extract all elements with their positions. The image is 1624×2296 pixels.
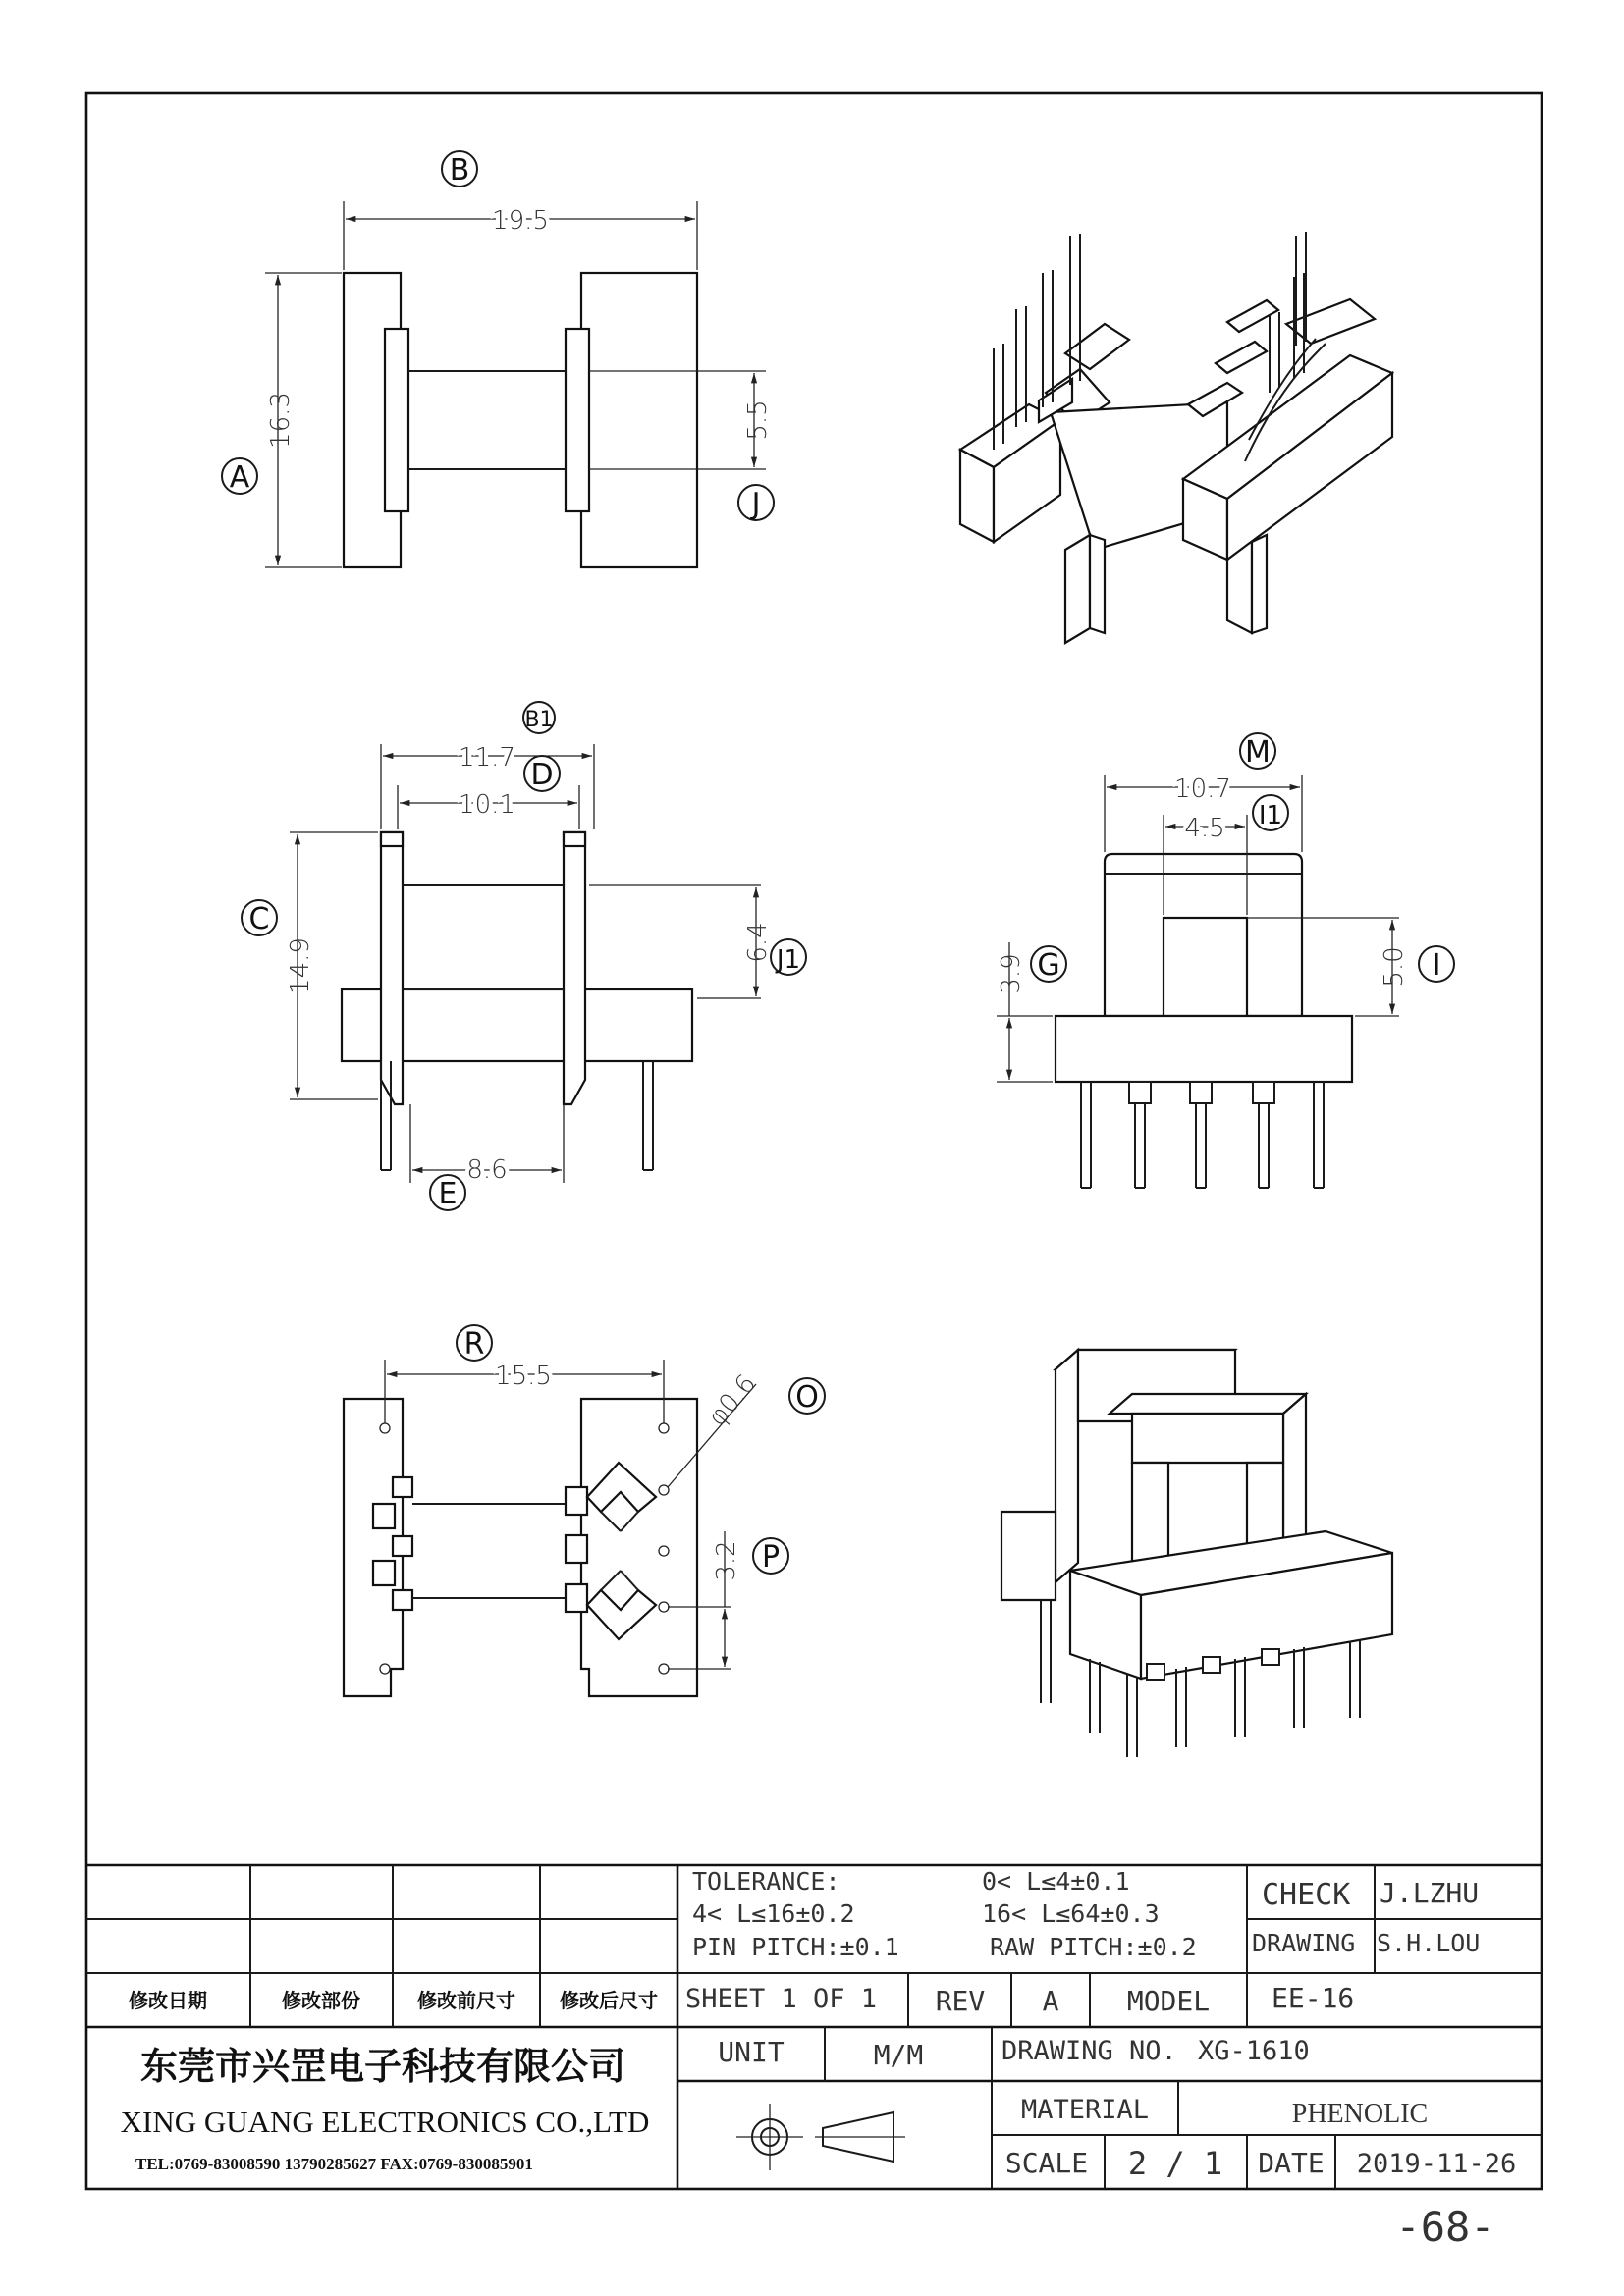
label-g: G [1037,948,1060,983]
dim-i: 5.0 [1380,946,1409,988]
tolerance-line-3: 16< L≤64±0.3 [982,1899,1160,1928]
unit-label: UNIT [718,2036,785,2068]
isometric-view-bottom [1001,1350,1392,1757]
drawing-no-value: XG-1610 [1198,2036,1310,2066]
dim-b: 19.5 [492,206,549,236]
projection-symbol [736,2104,905,2170]
title-block [86,1865,1542,2189]
rev-label: REV [935,1985,986,2017]
rev-col-part: 修改部份 [282,1989,360,2012]
label-j1: J1 [776,945,801,975]
dim-d: 10.1 [459,790,515,820]
date-value: 2019-11-26 [1356,2149,1517,2179]
drawing-value: S.H.LOU [1377,1929,1481,1957]
drawing-label: DRAWING [1252,1929,1356,1957]
tolerance-line-2: 4< L≤16±0.2 [692,1899,855,1928]
label-i: I [1432,948,1441,983]
dim-p: 3.2 [712,1540,741,1581]
material-label: MATERIAL [1020,2095,1150,2125]
label-j: J [751,487,761,521]
dim-e: 8.6 [466,1155,508,1185]
dim-b1: 11.7 [459,743,515,773]
sheet: SHEET 1 OF 1 [685,1984,878,2014]
rev-value: A [1042,1985,1059,2017]
bottom-view [344,1325,825,1696]
drawing-no-label: DRAWING NO. [1001,2036,1177,2066]
raw-pitch: RAW PITCH:±0.2 [990,1933,1197,1961]
dim-a: 16.3 [266,392,296,449]
company-name-cn: 东莞市兴罡电子科技有限公司 [139,2045,626,2088]
top-view [222,151,774,567]
dim-o: φ0.6 [702,1368,763,1432]
date-label: DATE [1258,2147,1325,2179]
rev-col-after: 修改后尺寸 [560,1989,658,2012]
pin-pitch: PIN PITCH:±0.1 [692,1933,899,1961]
label-a: A [229,460,250,495]
tolerance-line-1: 0< L≤4±0.1 [982,1867,1130,1896]
check-label: CHECK [1262,1878,1351,1912]
contact-line: TEL:0769-83008590 13790285627 FAX:0769-830085901 [135,2155,533,2173]
unit-value: M/M [873,2039,924,2071]
rev-col-before: 修改前尺寸 [417,1989,515,2012]
scale-value: 2 / 1 [1127,2145,1223,2182]
dim-g: 3.9 [997,953,1026,994]
dim-j: 5.5 [743,400,773,441]
page-number: -68- [1395,2203,1495,2251]
label-i1: I1 [1258,801,1283,830]
dim-j1: 6.4 [743,922,773,963]
label-o: O [795,1380,819,1415]
tolerance-label: TOLERANCE: [692,1867,840,1896]
dim-m: 10.7 [1174,774,1231,804]
label-m: M [1245,735,1271,770]
label-b: B [449,153,470,187]
label-e: E [438,1177,458,1211]
front-view [242,702,806,1211]
material-value: PHENOLIC [1291,2099,1429,2129]
company-name-en: XING GUANG ELECTRONICS CO.,LTD [120,2105,650,2139]
rev-col-date: 修改日期 [129,1989,207,2012]
model-value: EE-16 [1272,1982,1355,2014]
label-d: D [530,758,554,792]
scale-label: SCALE [1004,2147,1089,2179]
label-b1: B1 [524,708,554,732]
dim-i1: 4.5 [1184,814,1225,843]
dim-c: 14.9 [286,937,315,994]
model-label: MODEL [1126,1985,1211,2017]
isometric-view-top [960,232,1392,643]
label-p: P [761,1540,781,1575]
side-view [997,733,1454,1188]
check-value: J.LZHU [1380,1877,1480,1909]
label-c: C [248,902,270,936]
label-r: R [463,1327,485,1362]
dim-r: 15.5 [495,1362,552,1391]
